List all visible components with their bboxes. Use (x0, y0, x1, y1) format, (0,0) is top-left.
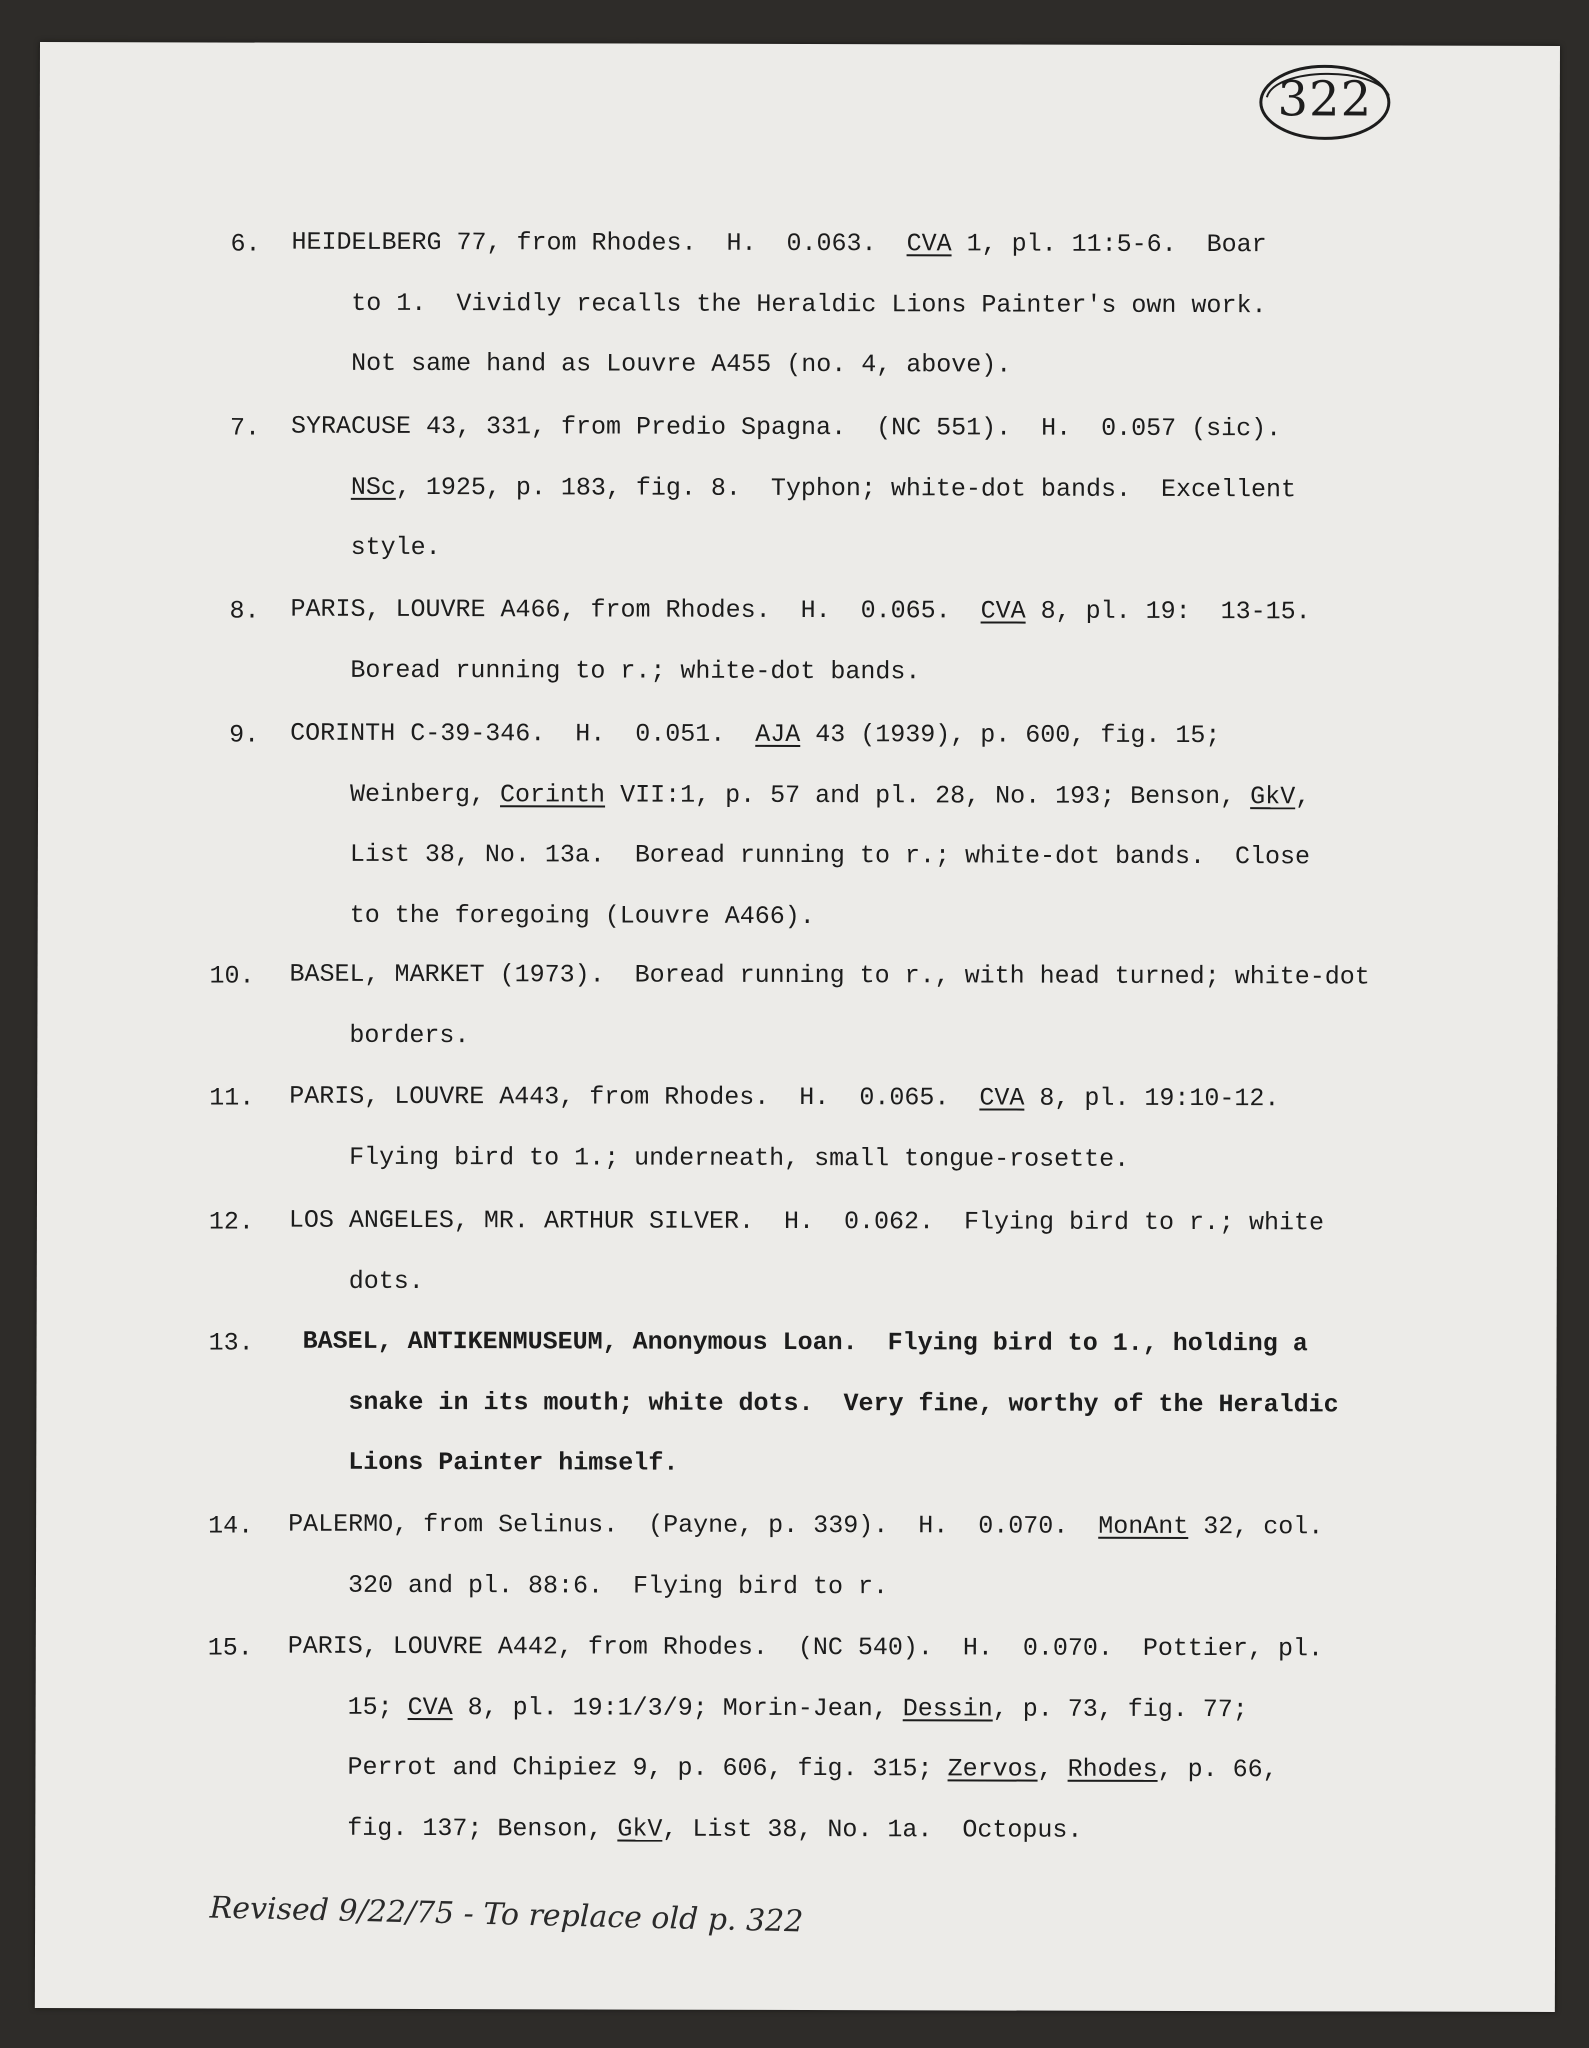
entry-continuation-line (347, 1813, 1083, 1845)
entry-continuation-line (348, 1266, 424, 1296)
catalogue-entry (40, 227, 1540, 380)
entry-text: CORINTH C-39-346. H. 0.051. (290, 718, 756, 749)
entry-continuation-line (351, 348, 1012, 380)
entry-text: PARIS, LOUVRE A442, from Rhodes. (NC 540). H. 0.070. Pottier, pl. (287, 1631, 1324, 1664)
entry-first-line (290, 594, 1311, 627)
entry-text: , p. 66, (1157, 1754, 1278, 1785)
entry-text: PARIS, LOUVRE A443, from Rhodes. H. 0.065. (289, 1081, 980, 1113)
entry-continuation-line (350, 532, 441, 563)
entry-text: VII:1, p. 57 and pl. 28, No. 193; Benson, (605, 779, 1251, 811)
underlined-reference: CVA (407, 1692, 453, 1722)
entry-text: SYRACUSE 43, 331, from Predio Spagna. (NC 551). H. 0.057 (sic). (290, 411, 1282, 444)
entry-number: 14. (208, 1511, 254, 1541)
entry-text: borders. (349, 1020, 470, 1050)
entry-number: 15. (207, 1633, 253, 1663)
entry-first-line (289, 1081, 1280, 1114)
entry-text: Not same hand as Louvre A455 (no. 4, above). (351, 348, 1012, 380)
entry-text: 43 (1939), p. 600, fig. 15; (800, 719, 1221, 751)
entry-text: fig. 137; Benson, (347, 1813, 618, 1844)
entry-text: BASEL, ANTIKENMUSEUM, Anonymous Loan. Flying bird to 1., holding a (302, 1326, 1308, 1359)
underlined-reference: Zervos (947, 1754, 1038, 1784)
entry-text: Weinberg, (349, 779, 501, 809)
entry-text: 8, pl. 19: 13-15. (1025, 596, 1311, 627)
entry-text: , (1037, 1754, 1068, 1784)
entry-text: BASEL, MARKET (1973). Boread running to r., with head turned; white-dot (289, 959, 1370, 992)
entry-text: , 1925, p. 183, fig. 8. Typhon; white-dot bands. Excellent (395, 472, 1297, 504)
entry-number: 9. (229, 720, 260, 750)
entry-text: , p. 73, fig. 77; (992, 1694, 1248, 1724)
underlined-reference: CVA (980, 596, 1026, 626)
entry-text: PARIS, LOUVRE A466, from Rhodes. H. 0.065. (290, 594, 981, 626)
catalogue-entry (39, 411, 1539, 563)
entry-first-line (291, 227, 1267, 260)
entry-continuation-line (349, 839, 1311, 872)
entry-number: 12. (208, 1207, 254, 1237)
underlined-reference: Dessin (902, 1693, 993, 1723)
underlined-reference: MonAnt (1098, 1511, 1189, 1542)
entry-text: Flying bird to 1.; underneath, small tongue-rosette. (349, 1142, 1130, 1174)
entry-text: Boread running to r.; white-dot bands. (350, 655, 921, 686)
entry-number: 11. (209, 1083, 255, 1113)
entry-first-line (290, 411, 1282, 444)
entry-continuation-line (350, 472, 1297, 504)
entry-continuation-line (347, 1752, 1278, 1785)
entry-continuation-line (350, 655, 921, 686)
entry-text: snake in its mouth; white dots. Very fine, worthy of the Heraldic (348, 1387, 1339, 1419)
entry-text: dots. (348, 1266, 424, 1296)
entry-text: HEIDELBERG 77, from Rhodes. H. 0.063. (291, 227, 907, 259)
entry-text: 320 and pl. 88:6. Flying bird to r. (347, 1570, 889, 1601)
document-page (35, 42, 1560, 2012)
catalogue-entry (36, 1509, 1536, 1601)
entry-text: 32, col. (1188, 1512, 1324, 1542)
entry-continuation-line (349, 900, 815, 931)
page-number: 322 (1277, 71, 1373, 128)
entry-first-line (287, 1631, 1324, 1664)
entry-text: 1, pl. 11:5-6. Boar (951, 229, 1267, 260)
entry-text: PALERMO, from Selinus. (Payne, p. 339). H. 0.070. (288, 1509, 1099, 1541)
underlined-reference: AJA (755, 719, 801, 749)
underlined-reference: GkV (1250, 781, 1296, 811)
entry-number: 13. (208, 1328, 254, 1358)
entry-number: 7. (229, 413, 261, 443)
entry-first-line (288, 1509, 1324, 1542)
entry-number: 6. (230, 229, 261, 259)
catalogue-entry (38, 718, 1538, 931)
entry-text: Perrot and Chipiez 9, p. 606, fig. 315; (347, 1752, 948, 1784)
entry-text: 15; (347, 1692, 408, 1722)
underlined-reference: NSc (350, 472, 396, 502)
catalogue-entry (39, 594, 1539, 686)
entry-text: to the foregoing (Louvre A466). (349, 900, 815, 931)
catalogue-entry (38, 959, 1538, 1050)
entry-text: style. (350, 532, 441, 563)
entry-continuation-line (350, 781, 1310, 809)
entry-first-line (289, 959, 1370, 992)
underlined-reference: Corinth (500, 779, 606, 809)
entry-text: 8, pl. 19:1/3/9; Morin-Jean, (452, 1692, 903, 1723)
entry-number: 10. (209, 961, 255, 991)
underlined-reference: Rhodes (1067, 1754, 1158, 1784)
entry-text: , (1295, 781, 1311, 811)
entry-text: , List 38, No. 1a. Octopus. (662, 1814, 1083, 1845)
entry-continuation-line (347, 1570, 889, 1601)
entry-continuation-line (351, 288, 1267, 320)
catalogue-entry (37, 1326, 1537, 1478)
entry-continuation-line (347, 1692, 1248, 1724)
entry-continuation-line (349, 1142, 1130, 1174)
entry-text: to 1. Vividly recalls the Heraldic Lions Painter's own work. (351, 288, 1267, 320)
handwritten-revision-note: Revised 9/22/75 - To replace old p. 322 (209, 1890, 804, 1940)
entry-continuation-line (348, 1389, 1338, 1417)
entry-first-line (302, 1326, 1308, 1359)
entry-first-line (288, 1205, 1325, 1238)
entry-text: List 38, No. 13a. Boread running to r.; white-dot bands. Close (349, 839, 1311, 872)
catalogue-entry (37, 1081, 1537, 1174)
underlined-reference: GkV (617, 1814, 663, 1844)
entry-number: 8. (229, 596, 260, 626)
underlined-reference: CVA (979, 1083, 1025, 1113)
entry-text: LOS ANGELES, MR. ARTHUR SILVER. H. 0.062. Flying bird to r.; white (288, 1205, 1325, 1238)
entry-continuation-line (349, 1020, 470, 1050)
entry-first-line (290, 718, 1221, 751)
entry-text: Lions Painter himself. (348, 1447, 679, 1478)
catalogue-entry (37, 1205, 1537, 1296)
entry-continuation-line (348, 1447, 679, 1478)
catalogue-entry (36, 1631, 1536, 1845)
underlined-reference: CVA (906, 229, 952, 259)
entry-text: 8, pl. 19:10-12. (1024, 1083, 1280, 1114)
page-number-circle (1255, 57, 1395, 147)
